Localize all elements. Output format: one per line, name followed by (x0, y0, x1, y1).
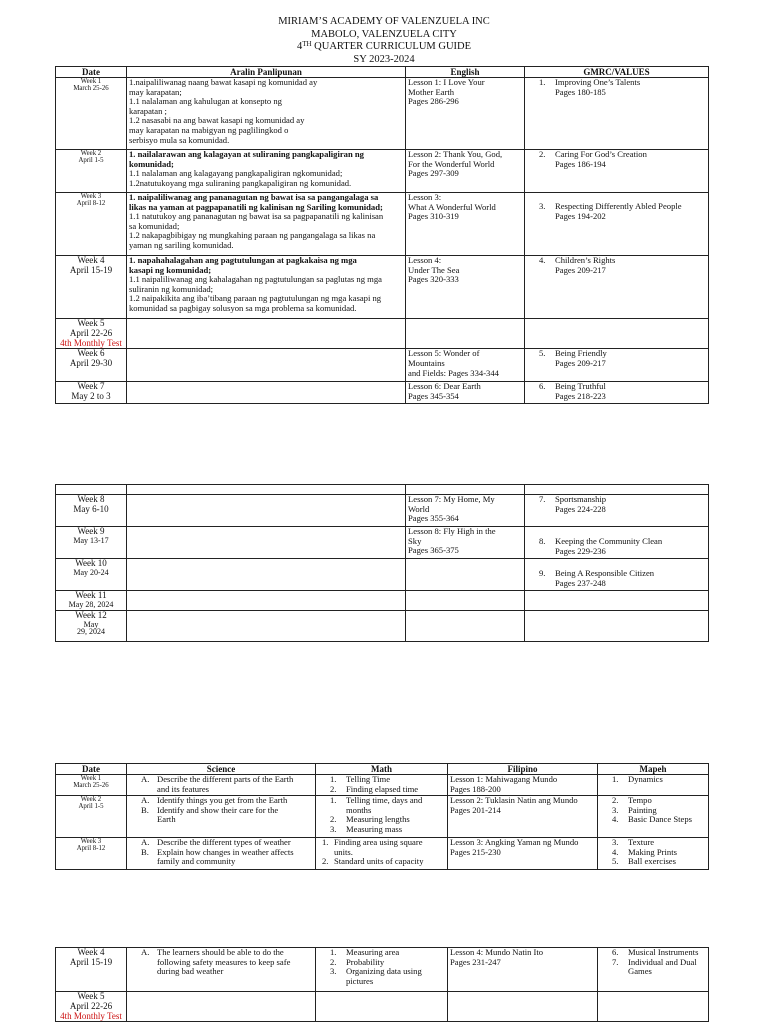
mapeh-cell (598, 992, 709, 1022)
date-cell: Week 3 April 8-12 (56, 838, 127, 870)
science-cell: A. Describe the different parts of the Earth and its features (127, 775, 316, 796)
header-math: Math (316, 764, 448, 775)
english-cell (406, 591, 525, 611)
date-cell: Week 8 May 6-10 (56, 495, 127, 527)
gmrc-cell (525, 591, 709, 611)
english-cell: Lesson 3: What A Wonderful World Pages 310-319 (406, 193, 525, 256)
aralin-panlipunan-cell (127, 382, 406, 404)
gmrc-cell (525, 319, 709, 349)
aralin-panlipunan-cell (127, 591, 406, 611)
science-cell (127, 992, 316, 1022)
table-row (56, 948, 709, 992)
date-cell: Week 5 April 22-26 4th Monthly Test (56, 992, 127, 1022)
gmrc-cell: 6. Being Truthful Pages 218-223 (525, 382, 709, 404)
date-cell: Week 9 May 13-17 (56, 527, 127, 559)
curriculum-table-2 (55, 484, 709, 642)
date-cell: Week 4 April 15-19 (56, 948, 127, 992)
english-cell (406, 319, 525, 349)
science-cell: A. Describe the different types of weather B. Explain how changes in weather affects family and community (127, 838, 316, 870)
school-year: SY 2023-2024 (353, 53, 415, 65)
gmrc-cell: 8. Keeping the Community Clean Pages 229-236 (525, 527, 709, 559)
school-address: MABOLO, VALENZUELA CITY (311, 28, 457, 40)
aralin-panlipunan-cell (127, 527, 406, 559)
gmrc-cell: 5. Being Friendly Pages 209-217 (525, 349, 709, 382)
date-cell: Week 3 April 8-12 (56, 193, 127, 256)
date-cell: Week 11 May 28, 2024 (56, 591, 127, 611)
date-cell: Week 12 May 29, 2024 (56, 611, 127, 642)
date-cell: Week 1 March 25-26 (56, 775, 127, 796)
gmrc-cell: 7. Sportsmanship Pages 224-228 (525, 495, 709, 527)
document-header (0, 16, 768, 66)
math-cell: 1. Finding area using square units. 2. Standard units of capacity (316, 838, 448, 870)
school-name: MIRIAM’S ACADEMY OF VALENZUELA INC (278, 16, 490, 27)
aralin-panlipunan-cell (127, 495, 406, 527)
table-row (56, 319, 709, 349)
table-row (56, 559, 709, 591)
english-cell: Lesson 5: Wonder of Mountains and Fields: Pages 334-344 (406, 349, 525, 382)
date-cell: Week 2 April 1-5 (56, 150, 127, 193)
aralin-panlipunan-cell (127, 611, 406, 642)
table-row (56, 992, 709, 1022)
aralin-panlipunan-cell: 1. napahahalagahan ang pagtutulungan at pagkakaisa ng mga kasapi ng komunidad; 1.1 naipaliliwanag ang kahalagahan ng pagtutulungan sa paglutas ng mga suliranin ng komunidad; 1.2 naipakikita ang iba’tibang paraan ng pagtutulungan ng mga kasapi ng komunidad sa pagbigay solusyon sa mga problema sa komunidad. (127, 256, 406, 319)
table-row (56, 78, 709, 150)
header-gmrc: GMRC/VALUES (525, 67, 709, 78)
table-row (56, 796, 709, 838)
filipino-cell: Lesson 4: Mundo Natin Ito Pages 231-247 (448, 948, 598, 992)
gmrc-cell: 9. Being A Responsible Citizen Pages 237-248 (525, 559, 709, 591)
header-date: Date (56, 764, 127, 775)
filipino-cell: Lesson 2: Tuklasin Natin ang Mundo Pages 201-214 (448, 796, 598, 838)
aralin-panlipunan-cell (127, 559, 406, 591)
gmrc-cell: 2. Caring For God’s Creation Pages 186-194 (525, 150, 709, 193)
table-row (56, 527, 709, 559)
curriculum-table-3 (55, 763, 709, 870)
aralin-panlipunan-cell: 1. nailalarawan ang kalagayan at suliraning pangkapaligiran ng komunidad; 1.1 nalalaman ang kalagayang pangkapaligiran ngkomunidad; 1.2natutukoyang mga suliraning pangkapaligiran ng komunidad. (127, 150, 406, 193)
gmrc-cell: 1. Improving One’s Talents Pages 180-185 (525, 78, 709, 150)
science-cell: A. Identify things you get from the Earth B. Identify and show their care for the Earth (127, 796, 316, 838)
date-cell: Week 7 May 2 to 3 (56, 382, 127, 404)
math-cell (316, 992, 448, 1022)
science-cell: A. The learners should be able to do the following safety measures to keep safe during bad weather (127, 948, 316, 992)
monthly-test-note: 4th Monthly Test (60, 337, 122, 348)
gmrc-cell (525, 611, 709, 642)
table-row (56, 150, 709, 193)
header-filipino: Filipino (448, 764, 598, 775)
header-date: Date (56, 67, 127, 78)
aralin-panlipunan-cell (127, 319, 406, 349)
date-cell: Week 5 April 22-26 4th Monthly Test (56, 319, 127, 349)
math-cell: 1. Telling Time 2. Finding elapsed time (316, 775, 448, 796)
header-english: English (406, 67, 525, 78)
curriculum-table-1 (55, 66, 709, 404)
mapeh-cell: 6. Musical Instruments 7. Individual and Dual Games (598, 948, 709, 992)
table-row (56, 495, 709, 527)
header-mapeh: Mapeh (598, 764, 709, 775)
monthly-test-note: 4th Monthly Test (60, 1010, 122, 1021)
table-row (56, 349, 709, 382)
date-cell: Week 1 March 25-26 (56, 78, 127, 150)
gmrc-cell: 3. Respecting Differently Abled People Pages 194-202 (525, 193, 709, 256)
date-cell: Week 10 May 20-24 (56, 559, 127, 591)
aralin-panlipunan-cell: 1. naipaliliwanag ang pananagutan ng bawat isa sa pangangalaga sa likas na yaman at pagpapanatili ng kalinisan ng Sariling komunidad; 1.1 natutukoy ang pananagutan ng bawat isa sa pagpapanatili ng kalinisan sa komunidad; 1.2 nakapagbibigay ng mungkahing paraan ng pangangalaga sa likas na yaman ng sariling komunidad. (127, 193, 406, 256)
gmrc-cell: 4. Children’s Rights Pages 209-217 (525, 256, 709, 319)
math-cell: 1. Measuring area 2. Probability 3. Organizing data using pictures (316, 948, 448, 992)
table-row (56, 256, 709, 319)
math-cell: 1. Telling time, days and months 2. Measuring lengths 3. Measuring mass (316, 796, 448, 838)
english-cell: Lesson 1: I Love Your Mother Earth Pages 286-296 (406, 78, 525, 150)
filipino-cell: Lesson 3: Angking Yaman ng Mundo Pages 215-230 (448, 838, 598, 870)
mapeh-cell: 2. Tempo 3. Painting 4. Basic Dance Steps (598, 796, 709, 838)
english-cell (406, 559, 525, 591)
filipino-cell (448, 992, 598, 1022)
filipino-cell: Lesson 1: Mahiwagang Mundo Pages 188-200 (448, 775, 598, 796)
quarter-title: 4TH QUARTER CURRICULUM GUIDE (296, 40, 472, 52)
english-cell: Lesson 6: Dear Earth Pages 345-354 (406, 382, 525, 404)
aralin-panlipunan-cell (127, 349, 406, 382)
aralin-panlipunan-cell: 1.naipaliliwanag naang bawat kasapi ng komunidad ay may karapatan; 1.1 nalalaman ang kahulugan at konsepto ng karapatan ; 1.2 nasasabi na ang bawat kasapi ng komunidad ay may karapatan na mabigyan ng paglilingkod o serbisyo mula sa komunidad. (127, 78, 406, 150)
mapeh-cell: 1. Dynamics (598, 775, 709, 796)
table-row (56, 838, 709, 870)
english-cell: Lesson 8: Fly High in the Sky Pages 365-375 (406, 527, 525, 559)
table-row (56, 775, 709, 796)
table-row (56, 382, 709, 404)
curriculum-table-4 (55, 947, 709, 1022)
mapeh-cell: 3. Texture 4. Making Prints 5. Ball exercises (598, 838, 709, 870)
table-row (56, 591, 709, 611)
english-cell: Lesson 2: Thank You, God, For the Wonderful World Pages 297-309 (406, 150, 525, 193)
date-cell: Week 4 April 15-19 (56, 256, 127, 319)
header-science: Science (127, 764, 316, 775)
english-cell (406, 611, 525, 642)
date-cell: Week 6 April 29-30 (56, 349, 127, 382)
date-cell: Week 2 April 1-5 (56, 796, 127, 838)
english-cell: Lesson 7: My Home, My World Pages 355-364 (406, 495, 525, 527)
header-aralin-panlipunan: Aralin Panlipunan (127, 67, 406, 78)
english-cell: Lesson 4: Under The Sea Pages 320-333 (406, 256, 525, 319)
blank-header-row (56, 485, 709, 495)
table-row (56, 611, 709, 642)
table-row (56, 193, 709, 256)
